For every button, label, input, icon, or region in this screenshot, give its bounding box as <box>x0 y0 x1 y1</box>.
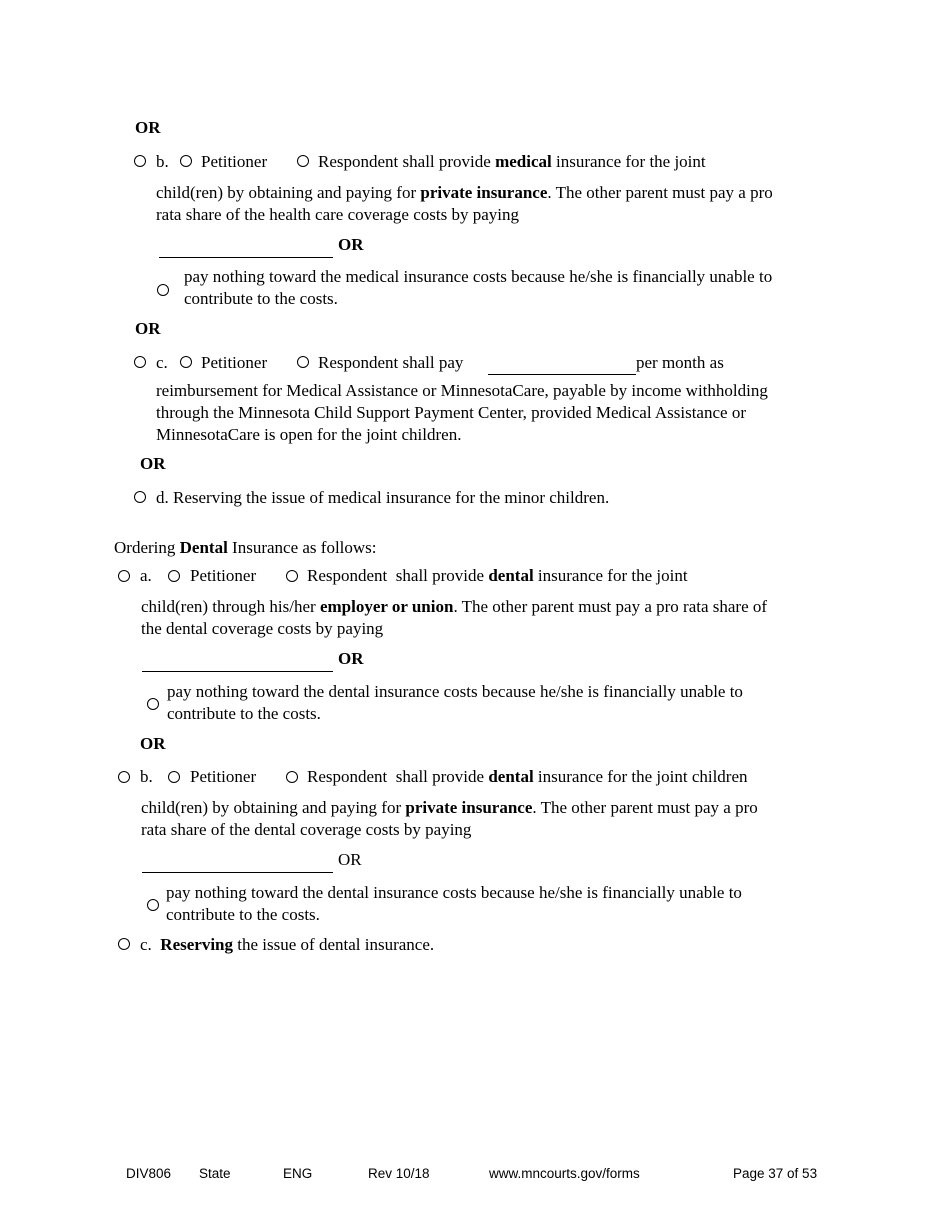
medical-b-amount-field[interactable] <box>159 257 333 258</box>
option-letter: b. <box>140 767 153 786</box>
medical-b-radio[interactable] <box>134 155 146 167</box>
petitioner-label: Petitioner <box>190 767 257 786</box>
pay-nothing-text: pay nothing toward the medical insurance costs because he/she is financially unable to contribute to the costs. <box>184 267 773 308</box>
or-label: OR <box>140 454 166 473</box>
option-letter: c. <box>156 353 168 372</box>
dental-b-respondent-radio[interactable] <box>286 771 298 783</box>
footer-form-number: DIV806 <box>126 1166 172 1181</box>
medical-b-petitioner-radio[interactable] <box>180 155 192 167</box>
respondent-shall-pay-label: Respondent shall pay <box>318 353 464 372</box>
dental-c-radio[interactable] <box>118 938 130 950</box>
dental-b-amount-field[interactable] <box>142 872 333 873</box>
dental-a-amount-field[interactable] <box>142 671 333 672</box>
dental-c-label: c. Reserving the issue of dental insurance. <box>140 935 435 954</box>
footer-revision: Rev 10/18 <box>368 1166 430 1181</box>
footer-page-number: Page 37 of 53 <box>733 1166 818 1181</box>
petitioner-label: Petitioner <box>201 353 268 372</box>
respondent-label: Respondent <box>307 767 388 786</box>
dental-a-respondent-radio[interactable] <box>286 570 298 582</box>
respondent-label: Respondent <box>307 566 388 585</box>
or-label: OR <box>135 118 161 137</box>
dental-heading: Ordering Dental Insurance as follows: <box>114 538 377 557</box>
dental-a-sentence: Respondent shall provide dental insurance for the joint <box>307 566 688 585</box>
pay-nothing-text: pay nothing toward the dental insurance costs because he/she is financially unable to contribute to the costs. <box>167 682 743 723</box>
dental-b-petitioner-radio[interactable] <box>168 771 180 783</box>
pay-nothing-text: pay nothing toward the dental insurance costs because he/she is financially unable to contribute to the costs. <box>166 883 742 924</box>
medical-d-radio[interactable] <box>134 491 146 503</box>
medical-b-respondent-radio[interactable] <box>297 155 309 167</box>
medical-c-respondent-radio[interactable] <box>297 356 309 368</box>
or-label: OR <box>140 734 166 753</box>
medical-c-paragraph: reimbursement for Medical Assistance or MinnesotaCare, payable by income withholding through the Minnesota Child Support Payment Center, provided Medical Assistance or MinnesotaCare is open for the joint children. <box>156 381 768 444</box>
medical-b-paragraph: child(ren) by obtaining and paying for private insurance. The other parent must pay a pro rata share of the health care coverage costs by paying <box>156 183 773 224</box>
dental-a-petitioner-radio[interactable] <box>168 570 180 582</box>
medical-d-label: d. Reserving the issue of medical insurance for the minor children. <box>156 488 610 507</box>
footer-state: State <box>199 1166 231 1181</box>
medical-c-petitioner-radio[interactable] <box>180 356 192 368</box>
petitioner-label: Petitioner <box>190 566 257 585</box>
footer-url: www.mncourts.gov/forms <box>489 1166 640 1181</box>
petitioner-label: Petitioner <box>201 152 268 171</box>
dental-b-radio[interactable] <box>118 771 130 783</box>
respondent-label: Respondent <box>318 152 399 171</box>
medical-b-sentence: Respondent shall provide medical insurance for the joint <box>318 152 706 171</box>
or-label: OR <box>338 235 364 254</box>
dental-a-pay-nothing-radio[interactable] <box>147 698 159 710</box>
dental-b-pay-nothing-radio[interactable] <box>147 899 159 911</box>
or-label: OR <box>338 850 362 869</box>
footer-language: ENG <box>283 1166 313 1181</box>
medical-b-pay-nothing-radio[interactable] <box>157 284 169 296</box>
dental-b-sentence: Respondent shall provide dental insurance for the joint children <box>307 767 748 786</box>
or-label: OR <box>338 649 364 668</box>
dental-b-paragraph: child(ren) by obtaining and paying for private insurance. The other parent must pay a pro rata share of the dental coverage costs by paying <box>141 798 758 839</box>
per-month-label: per month as <box>636 353 724 372</box>
medical-c-amount-field[interactable] <box>488 374 636 375</box>
or-label: OR <box>135 319 161 338</box>
dental-a-radio[interactable] <box>118 570 130 582</box>
medical-c-radio[interactable] <box>134 356 146 368</box>
dental-a-paragraph: child(ren) through his/her employer or union. The other parent must pay a pro rata share of the dental coverage costs by paying <box>141 597 768 638</box>
option-letter: b. <box>156 152 169 171</box>
option-letter: a. <box>140 566 152 585</box>
